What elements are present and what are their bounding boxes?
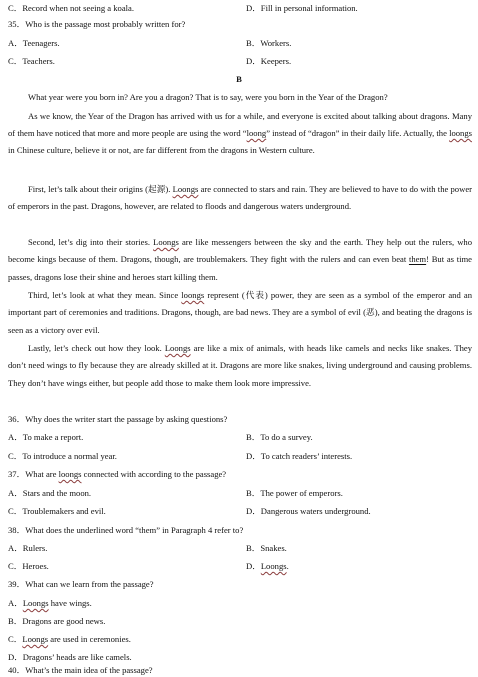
q39-option-c: C．Loongs are used in ceremonies. xyxy=(8,634,131,644)
q36-stem: 36．Why does the writer start the passage by asking questions? xyxy=(8,414,228,424)
passage-paragraph-1: What year were you born in? Are you a dragon? That is to say, were you born in the Year of the Dragon? xyxy=(28,92,388,102)
underlined-word-them: them xyxy=(408,254,427,265)
q35-option-b: B．Workers. xyxy=(246,38,292,48)
passage-paragraph-4: Second, let’s dig into their stories. Loongs are like messengers between the sky and the earth. They help out the rulers, who become kings because of them. Dragons, though, are troublemakers. They fight with the rulers and can even beat them! But as time passes, dragons lose their shine and heroes start killing them. xyxy=(8,237,472,282)
keyword-loongs: Loongs xyxy=(22,598,49,608)
q39-option-b: B．Dragons are good news. xyxy=(8,616,106,626)
keyword-loongs: loongs xyxy=(58,469,82,479)
keyword-loongs: Loongs xyxy=(153,237,179,247)
q35-option-a: A．Teenagers. xyxy=(8,38,60,48)
q36-option-b: B．To do a survey. xyxy=(246,432,313,442)
keyword-loongs: Loongs xyxy=(164,343,191,353)
q39-option-d: D．Dragons’ heads are like camels. xyxy=(8,652,132,662)
q36-option-c: C．To introduce a normal year. xyxy=(8,451,117,461)
q39-stem: 39．What can we learn from the passage? xyxy=(8,579,154,589)
keyword-loongs: loongs xyxy=(449,128,472,139)
passage-paragraph-2: As we know, the Year of the Dragon has arrived with us for a while, and everyone is excited about talking about dragons. Many of them have noticed that more and more people are using the word “loong” instead of “dragon” in their daily life. Actually, the loongs in Chinese culture, believe it or not, are far different from the dragons in Western culture. xyxy=(8,111,472,156)
q38-stem: 38．What does the underlined word “them” in Paragraph 4 refer to? xyxy=(8,525,244,535)
keyword-loongs: loongs xyxy=(181,290,205,300)
q37-option-b: B．The power of emperors. xyxy=(246,488,343,498)
q40-stem: 40．What’s the main idea of the passage? xyxy=(8,665,153,675)
q36-option-a: A．To make a report. xyxy=(8,432,84,442)
section-label: B xyxy=(236,74,242,84)
q38-option-d: D．Loongs. xyxy=(246,561,289,571)
q37-option-a: A．Stars and the moon. xyxy=(8,488,92,498)
q36-option-d: D．To catch readers’ interests. xyxy=(246,451,353,461)
q38-option-c: C．Heroes. xyxy=(8,561,49,571)
q39-option-a: A．Loongs have wings. xyxy=(8,598,92,608)
passage-paragraph-5: Third, let’s look at what they mean. Since loongs represent (代表) power, they are seen as a symbol of the emperor and an important part of ceremonies and traditions. Dragons, though, are bad news. They are a symbol of evil (恶), and beating the dragons is seen as a victory over evil. xyxy=(8,290,472,335)
q37-option-d: D．Dangerous waters underground. xyxy=(246,506,371,516)
passage-paragraph-6: Lastly, let’s check out how they look. Loongs are like a mix of animals, with heads like camels and necks like snakes. They don’t need wings to fly because they are already skilled at it. Dragons are more like snakes, living underground and causing problems. They don’t have wings either, but people add those to make them look more impressive. xyxy=(8,343,472,388)
passage-paragraph-3: First, let’s talk about their origins (起源). Loongs are connected to stars and rain. They are believed to have to do with the power of emperors in the past. Dragons, however, are related to floods and dangerous waters underground. xyxy=(8,184,472,212)
q37-stem: 37．What are loongs connected with according to the passage? xyxy=(8,469,227,479)
keyword-loongs: Loongs xyxy=(22,634,49,644)
q35-option-c: C．Teachers. xyxy=(8,56,55,66)
keyword-loong: loong xyxy=(246,128,267,139)
q37-option-c: C．Troublemakers and evil. xyxy=(8,506,106,516)
keyword-loongs: Loongs xyxy=(172,184,199,194)
q35-option-d: D．Keepers. xyxy=(246,56,292,66)
q35-stem: 35．Who is the passage most probably written for? xyxy=(8,19,186,29)
q38-option-b: B．Snakes. xyxy=(246,543,287,553)
q38-option-a: A．Rulers. xyxy=(8,543,48,553)
prev-option-d: D．Fill in personal information. xyxy=(246,3,358,13)
keyword-loongs: Loongs xyxy=(260,561,287,571)
prev-option-c: C．Record when not seeing a koala. xyxy=(8,3,135,13)
